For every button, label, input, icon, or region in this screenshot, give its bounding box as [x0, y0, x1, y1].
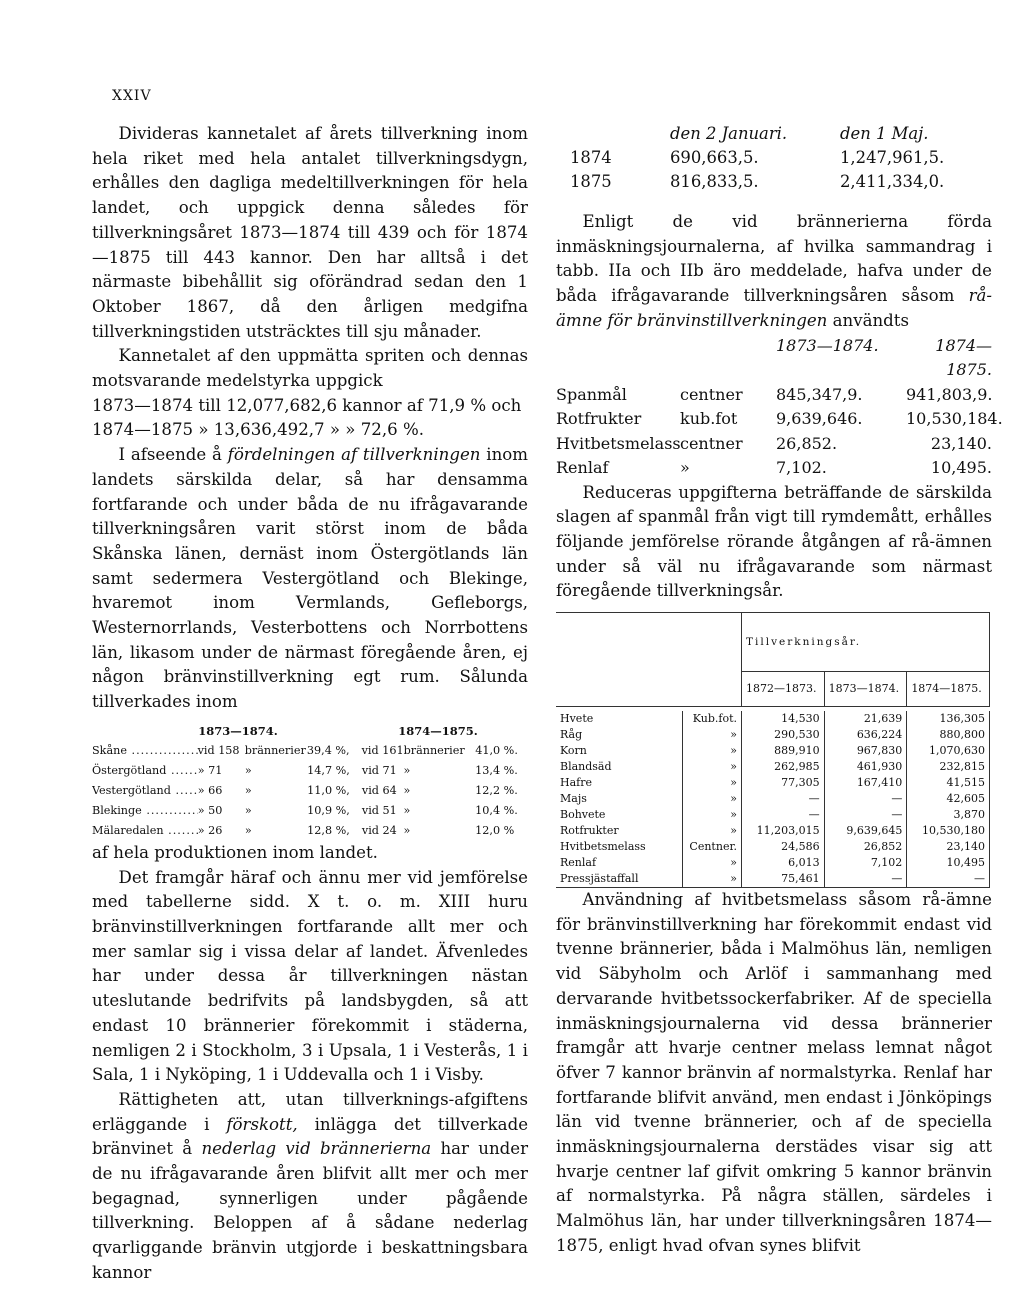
value-cell: 461,930 — [824, 759, 907, 775]
left-column — [92, 122, 528, 1286]
value-cell: 636,224 — [824, 727, 907, 743]
table-row — [556, 432, 992, 457]
emphasis: rå-ämne för bränvinstillverkningen — [556, 286, 992, 330]
cell: Hvitbetsmelass — [556, 433, 681, 453]
right-column — [556, 122, 1003, 1259]
cell: 12,8 %, — [307, 823, 350, 837]
cell: » — [244, 783, 252, 797]
value-cell: 11,203,015 — [742, 823, 825, 839]
region: Mälaredalen ..... — [92, 821, 198, 841]
cell: » — [680, 458, 690, 478]
cell: 13,4 %. — [475, 763, 518, 777]
table-row — [556, 871, 990, 888]
year: 1875 — [570, 172, 612, 191]
unit-cell: » — [683, 727, 742, 743]
value-cell: 262,985 — [742, 759, 825, 775]
cell: 7,102. — [776, 458, 827, 478]
item-cell: Rotfrukter — [560, 824, 619, 838]
value-cell: 75,461 — [742, 871, 825, 888]
cell: 845,347,9. — [776, 384, 863, 404]
table-row — [556, 839, 990, 855]
value-cell: 167,410 — [824, 775, 907, 791]
item-cell: Korn — [560, 744, 587, 758]
cell: » — [403, 823, 411, 837]
item-cell: Blandsäd — [560, 760, 612, 774]
cell: » 66 — [197, 783, 223, 797]
value-cell: 10,495 — [907, 855, 990, 871]
cell: 690,663,5. — [670, 148, 759, 167]
table-row — [556, 456, 992, 481]
header-cell: 1874—1875. — [398, 723, 478, 738]
cell: » — [403, 783, 411, 797]
unit-cell: » — [683, 775, 742, 791]
cell: 12,0 % — [475, 823, 515, 837]
paragraph: Användning af hvitbetsmelass såsom rå-ämne för bränvinstillverkning har förekommit endast vid tvenne brännerier, båda i Malmöhus län, nemligen vid Säbyholm och Arlöf i sammanhang med dervarande hvitbetssockerfabriker. Af de speciella inmäskningsjournalerna vid dessa brännerier framgår att hvarje centner melass lemnat något öfver 7 kannor bränvin af normalstyrka. Renlaf har fortfarande blifvit använd, men endast i Jönköpings län vid tvenne brännerier, och af de speciella inmäskningsjournalerna derstädes visar sig att hvarje centner laf gifvit omkring 5 kannor bränvin af normalstyrka. På några ställen, särdeles i Malmöhus län, har under tillverkningsåren 1874—1875, enligt hvad ofvan synes blifvit — [556, 890, 992, 1255]
paragraph — [92, 443, 528, 715]
raw-material-table — [556, 334, 1003, 481]
cell: brännerier — [244, 743, 306, 757]
text: Enligt de vid brännerierna förda inmäskningsjournalerna, af hvilka sammandrag i tabb. IIa och IIb äro meddelade, hafva under de båda ifrågavarande tillverkningsåren såsom — [556, 212, 992, 306]
value-cell: — — [907, 871, 990, 888]
cell: centner — [680, 384, 743, 404]
year-header: 1873—1874. — [824, 672, 907, 707]
value-cell: — — [824, 871, 907, 888]
unit-cell: » — [683, 743, 742, 759]
cell: » — [244, 803, 252, 817]
region: Skåne ..... — [92, 741, 198, 761]
item-cell: Majs — [560, 792, 587, 806]
text-line: af hela produktionen inom landet. — [92, 842, 378, 862]
table-title: Tillverkningsår. — [742, 613, 990, 672]
emphasis: förskott, — [226, 1114, 298, 1134]
tillverkningsar-table — [556, 612, 990, 888]
text-line: 1873—1874 till 12,077,682,6 kannor af 71,9 % och — [92, 395, 522, 415]
table-row — [556, 407, 1003, 432]
year-header: 1874—1875. — [907, 672, 990, 707]
value-cell: 14,530 — [742, 711, 825, 727]
text: inlägga det tillverkade bränvinet å — [92, 1114, 529, 1159]
unit-cell: » — [683, 823, 742, 839]
value-cell: 23,140 — [907, 839, 990, 855]
unit-cell: » — [683, 807, 742, 823]
cell: » — [244, 763, 252, 777]
table-row — [556, 759, 990, 775]
value-cell: 42,605 — [907, 791, 990, 807]
item-cell: Hafre — [560, 776, 592, 790]
table-header — [556, 122, 992, 146]
value-cell: 290,530 — [742, 727, 825, 743]
text: I afseende å — [118, 445, 228, 465]
region: Vestergötland ..... — [92, 781, 198, 801]
cell: 10,530,184. — [906, 409, 1003, 429]
value-cell: — — [824, 791, 907, 807]
value-cell: — — [824, 807, 907, 823]
cell: Renlaf — [556, 458, 609, 478]
value-cell: 26,852 — [824, 839, 907, 855]
table-row — [92, 761, 528, 781]
table-row — [556, 727, 990, 743]
cell: Rotfrukter — [556, 409, 642, 429]
cell: 41,0 %. — [475, 743, 518, 757]
paragraph — [92, 1088, 528, 1286]
value-cell: 77,305 — [742, 775, 825, 791]
cell: vid 161 — [361, 743, 404, 757]
cell: 26,852. — [776, 433, 838, 453]
cell: 941,803,9. — [906, 384, 993, 404]
cell: centner — [680, 433, 743, 453]
unit-cell: Centner. — [683, 839, 742, 855]
cell: kub.fot — [680, 409, 738, 429]
year: 1874 — [570, 148, 612, 167]
value-cell: 232,815 — [907, 759, 990, 775]
emphasis: nederlag vid brännerierna — [201, 1139, 432, 1159]
cell: 9,639,646. — [776, 409, 863, 429]
value-cell: 9,639,645 — [824, 823, 907, 839]
header-cell: den 2 Januari. — [670, 124, 788, 143]
paragraph — [556, 210, 992, 334]
item-cell: Renlaf — [560, 856, 597, 870]
unit-cell: » — [683, 871, 742, 888]
cell: » 26 — [197, 823, 223, 837]
year-header: 1872—1873. — [742, 672, 825, 707]
table-row — [92, 781, 528, 801]
header-cell: den 1 Maj. — [840, 124, 929, 143]
cell: 14,7 %, — [307, 763, 350, 777]
text: användts — [827, 310, 909, 330]
paragraph: Divideras kannetalet af årets tillverkning inom hela riket med hela antalet tillverkningsdygn, erhålles den dagliga medeltillverkningen för hela landet, och uppgick denna således för tillverkningsåret 1873—1874 till 439 och för 1874—1875 till 443 kannor. Den har alltså i det närmaste bibehållit sig oförändrad sedan den 1 Oktober 1867, då den årligen medgifna tillverkningstiden utsträcktes till sju månader. — [92, 124, 528, 341]
text: har under de nu ifrågavarande åren blifvit allt mer och mer begagnad, synnerligen under pågående tillverkning. Beloppen af å sådane nederlag qvarliggande bränvin utgjorde i beskattningsbara kannor — [92, 1139, 529, 1282]
value-cell: — — [742, 807, 825, 823]
region: Östergötland ..... — [92, 761, 198, 781]
table-row — [556, 855, 990, 871]
value-cell: 10,530,180 — [907, 823, 990, 839]
cell: » 71 — [197, 763, 223, 777]
cell: 816,833,5. — [670, 172, 759, 191]
cell: vid 158 — [197, 743, 240, 757]
nederlag-table — [556, 122, 992, 194]
cell: 10,495. — [930, 458, 992, 478]
table-header — [92, 721, 528, 741]
emphasis: fördelningen af tillverkningen — [227, 445, 481, 465]
cell: 2,411,334,0. — [840, 172, 945, 191]
table-row — [556, 170, 992, 194]
cell: brännerier — [403, 743, 465, 757]
unit-cell: » — [683, 759, 742, 775]
table-row — [92, 741, 528, 761]
table-row — [556, 743, 990, 759]
paragraph: Kannetalet af den uppmätta spriten och dennas motsvarande medelstyrka uppgick — [92, 346, 528, 391]
cell: 23,140. — [930, 433, 992, 453]
cell: vid 71 — [361, 763, 397, 777]
production-table — [92, 721, 528, 841]
region: Blekinge ..... — [92, 801, 198, 821]
cell: » — [403, 803, 411, 817]
value-cell: 1,070,630 — [907, 743, 990, 759]
cell: 12,2 %. — [475, 783, 518, 797]
page-number: XXIV — [112, 88, 152, 104]
value-cell: — — [742, 791, 825, 807]
value-cell: 3,870 — [907, 807, 990, 823]
unit-cell: » — [683, 855, 742, 871]
cell: » — [403, 763, 411, 777]
unit-cell: Kub.fot. — [683, 711, 742, 727]
table-row — [92, 821, 528, 841]
value-cell: 24,586 — [742, 839, 825, 855]
cell: 1,247,961,5. — [840, 148, 945, 167]
value-cell: 7,102 — [824, 855, 907, 871]
item-cell: Råg — [560, 728, 583, 742]
header-cell: 1874—1875. — [935, 335, 992, 380]
cell: 10,4 %. — [475, 803, 518, 817]
table-row — [556, 791, 990, 807]
item-cell: Bohvete — [560, 808, 606, 822]
item-cell: Pressjästaffall — [556, 871, 683, 888]
table-row — [556, 146, 992, 170]
cell: vid 64 — [361, 783, 397, 797]
text: Rättigheten att, utan tillverknings-afgiftens erläggande i — [92, 1089, 528, 1134]
cell: 11,0 %, — [307, 783, 350, 797]
table-header — [556, 334, 992, 383]
table-row — [556, 775, 990, 791]
paragraph: Reduceras uppgifterna beträffande de särskilda slagen af spanmål från vigt till rymdemått, erhålles följande jemförelse rörande åtgången af rå-ämnen under så väl nu ifrågavarande som närmast föregående tillverkningsår. — [556, 482, 992, 601]
value-cell: 21,639 — [824, 711, 907, 727]
cell: vid 24 — [361, 823, 397, 837]
table-row — [556, 807, 990, 823]
table-row — [556, 711, 990, 727]
value-cell: 41,515 — [907, 775, 990, 791]
cell: 39,4 %, — [306, 743, 350, 757]
cell: 10,9 %, — [307, 803, 350, 817]
table-row — [556, 823, 990, 839]
value-cell: 136,305 — [907, 711, 990, 727]
text-line: 1874—1875 » 13,636,492,7 » » 72,6 %. — [92, 420, 424, 440]
paragraph: Det framgår häraf och ännu mer vid jemförelse med tabellerne sidd. X t. o. m. XIII huru bränvinstillverkningen fortfarande allt mer och mer samlar sig i vissa delar af landet. Äfvenledes har under dessa år tillverkningen nästan uteslutande bedrifvits på landsbygden, så att endast 10 brännerier förekommit i städerna, nemligen 2 i Stockholm, 3 i Upsala, 1 i Vesterås, 1 i Sala, 1 i Nyköping, 1 i Uddevalla och 1 i Visby. — [92, 867, 528, 1085]
item-cell: Hvete — [560, 712, 594, 726]
value-cell: 967,830 — [824, 743, 907, 759]
table-row — [556, 383, 992, 408]
unit-cell: » — [683, 791, 742, 807]
item-cell: Hvitbetsmelass — [560, 840, 646, 854]
text: inom landets särskilda delar, så har densamma fortfarande och under båda de nu ifrågavarande tillverkningsåren varit störst inom de båda Skånska länen, dernäst inom Östergötlands län samt sedermera Vestergötland och Blekinge, hvaremot inom Vermlands, Gefleborgs, Westernorrlands, Vesterbottens och Norrbottens län, likasom under de närmast föregående åren, ej någon bränvinstillverkning egt rum. Sålunda tillverkades inom — [92, 445, 528, 712]
value-cell: 6,013 — [742, 855, 825, 871]
value-cell: 889,910 — [742, 743, 825, 759]
cell: vid 51 — [361, 803, 397, 817]
cell: » — [244, 823, 252, 837]
cell: Spanmål — [556, 384, 627, 404]
cell: » 50 — [197, 803, 223, 817]
table-body — [556, 711, 990, 888]
header-cell: 1873—1874. — [198, 723, 278, 738]
header-cell: 1873—1874. — [776, 335, 879, 355]
value-cell: 880,800 — [907, 727, 990, 743]
table-row — [92, 801, 528, 821]
